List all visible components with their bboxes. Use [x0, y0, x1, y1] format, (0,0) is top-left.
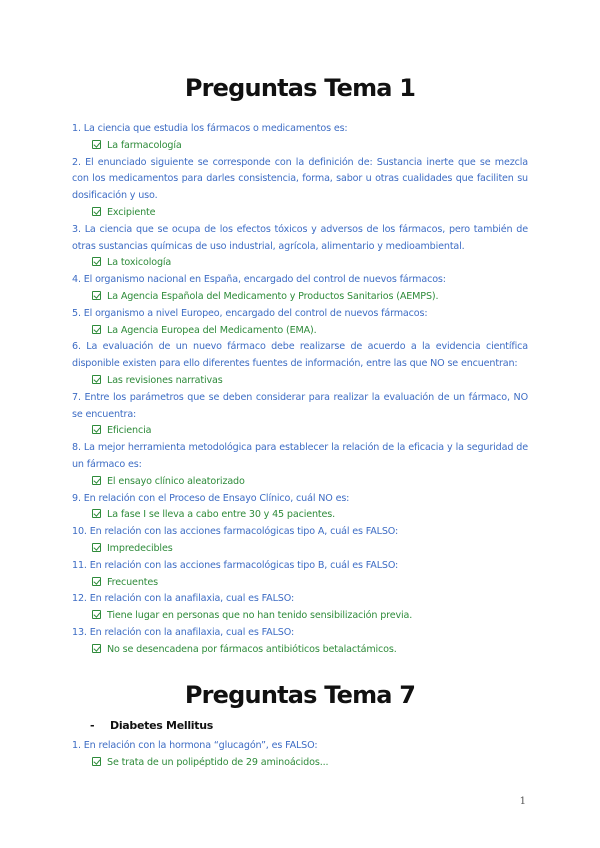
qa-item [72, 155, 528, 222]
question-text: 3. La ciencia que se ocupa de los efectos tóxicos y adversos de los fármacos, pero también de otras sustancias químicas de uso industrial, agrícola, alimentario y medioambiental. [72, 223, 528, 252]
checkbox-checked-icon [92, 375, 101, 384]
qa-item [72, 558, 528, 592]
answer-text: La fase I se lleva a cabo entre 30 y 45 pacientes. [107, 509, 336, 521]
answer-row [72, 575, 528, 592]
answer-row [72, 138, 528, 155]
answer-text: Frecuentes [107, 576, 158, 588]
checkbox-checked-icon [92, 509, 101, 518]
answer-row [72, 205, 528, 222]
qa-item [72, 390, 528, 440]
qa-item [72, 524, 528, 558]
heading-tema-1: Preguntas Tema 1 [184, 74, 416, 102]
answer-row [72, 373, 528, 390]
answer-text: El ensayo clínico aleatorizado [107, 475, 245, 487]
question-text: 10. En relación con las acciones farmacológicas tipo A, cuál es FALSO: [72, 526, 399, 538]
questions-tema-1 [72, 121, 528, 659]
answer-text: La Agencia Europea del Medicamento (EMA). [107, 324, 317, 336]
checkbox-checked-icon [92, 425, 101, 434]
question-text: 13. En relación con la anafilaxia, cual es FALSO: [72, 626, 295, 638]
checkbox-checked-icon [92, 543, 101, 552]
checkbox-checked-icon [92, 644, 101, 653]
qa-item [72, 121, 528, 155]
answer-text: Impredecibles [107, 542, 173, 554]
checkbox-checked-icon [92, 610, 101, 619]
answer-text: Excipiente [107, 206, 156, 218]
qa-item [72, 625, 528, 659]
page-number: 1 [519, 796, 526, 807]
question-text: 11. En relación con las acciones farmacológicas tipo B, cuál es FALSO: [72, 559, 399, 571]
checkbox-checked-icon [92, 291, 101, 300]
question-text: 12. En relación con la anafilaxia, cual es FALSO: [72, 593, 295, 605]
qa-item [72, 306, 528, 340]
qa-item [72, 272, 528, 306]
question-text: 1. La ciencia que estudia los fármacos o medicamentos es: [72, 123, 348, 134]
qa-item [72, 591, 528, 625]
heading-tema-7: Preguntas Tema 7 [184, 681, 416, 709]
question-text: 9. En relación con el Proceso de Ensayo Clínico, cuál NO es: [72, 492, 350, 504]
questions-tema-7 [72, 738, 528, 772]
subheading-text: Diabetes Mellitus [110, 719, 214, 732]
answer-text: La farmacología [107, 139, 182, 151]
answer-text: Eficiencia [107, 425, 152, 437]
qa-item [72, 440, 528, 490]
subheading-bullet: - [90, 719, 95, 732]
question-text: 8. La mejor herramienta metodológica para establecer la relación de la eficacia y la seguridad de un fármaco es: [72, 442, 528, 470]
answer-text: La Agencia Española del Medicamento y Productos Sanitarios (AEMPS). [107, 290, 439, 302]
qa-item [72, 339, 528, 389]
checkbox-checked-icon [92, 476, 101, 485]
checkbox-checked-icon [92, 757, 101, 766]
answer-text: Tiene lugar en personas que no han tenido sensibilización previa. [107, 610, 413, 622]
question-text: 1. En relación con la hormona “glucagón”, es FALSO: [72, 740, 318, 751]
answer-row [72, 541, 528, 558]
checkbox-checked-icon [92, 140, 101, 149]
question-text: 4. El organismo nacional en España, encargado del control de nuevos fármacos: [72, 274, 446, 286]
checkbox-checked-icon [92, 257, 101, 266]
answer-row [72, 474, 528, 491]
answer-row [72, 289, 528, 306]
answer-text: Las revisiones narrativas [107, 374, 223, 386]
answer-row [72, 642, 528, 659]
answer-row [72, 255, 528, 272]
answer-text: La toxicología [107, 257, 172, 269]
answer-row [72, 323, 528, 340]
checkbox-checked-icon [92, 325, 101, 334]
answer-text: Se trata de un polipéptido de 29 aminoácidos... [107, 756, 329, 768]
question-text: 7. Entre los parámetros que se deben considerar para realizar la evaluación de un fármaco, NO se encuentra: [72, 391, 528, 420]
qa-item [72, 491, 528, 525]
subheading-diabetes [90, 719, 213, 732]
answer-row [72, 608, 528, 625]
answer-row [72, 423, 528, 440]
answer-text: No se desencadena por fármacos antibióticos betalactámicos. [107, 643, 397, 655]
answer-row [72, 755, 528, 772]
checkbox-checked-icon [92, 207, 101, 216]
question-text: 6. La evaluación de un nuevo fármaco debe realizarse de acuerdo a la evidencia científica disponible existen para ello diferentes fuentes de información, entre las que NO se encuentran: [72, 341, 528, 370]
checkbox-checked-icon [92, 577, 101, 586]
answer-row [72, 507, 528, 524]
qa-item [72, 222, 528, 272]
qa-item [72, 738, 528, 772]
question-text: 2. El enunciado siguiente se corresponde con la definición de: Sustancia inerte que se mezcla con los medicamentos para darles consistencia, forma, sabor u otras cualidades que faciliten su dosificación y uso. [72, 156, 528, 202]
question-text: 5. El organismo a nivel Europeo, encargado del control de nuevos fármacos: [72, 307, 428, 319]
